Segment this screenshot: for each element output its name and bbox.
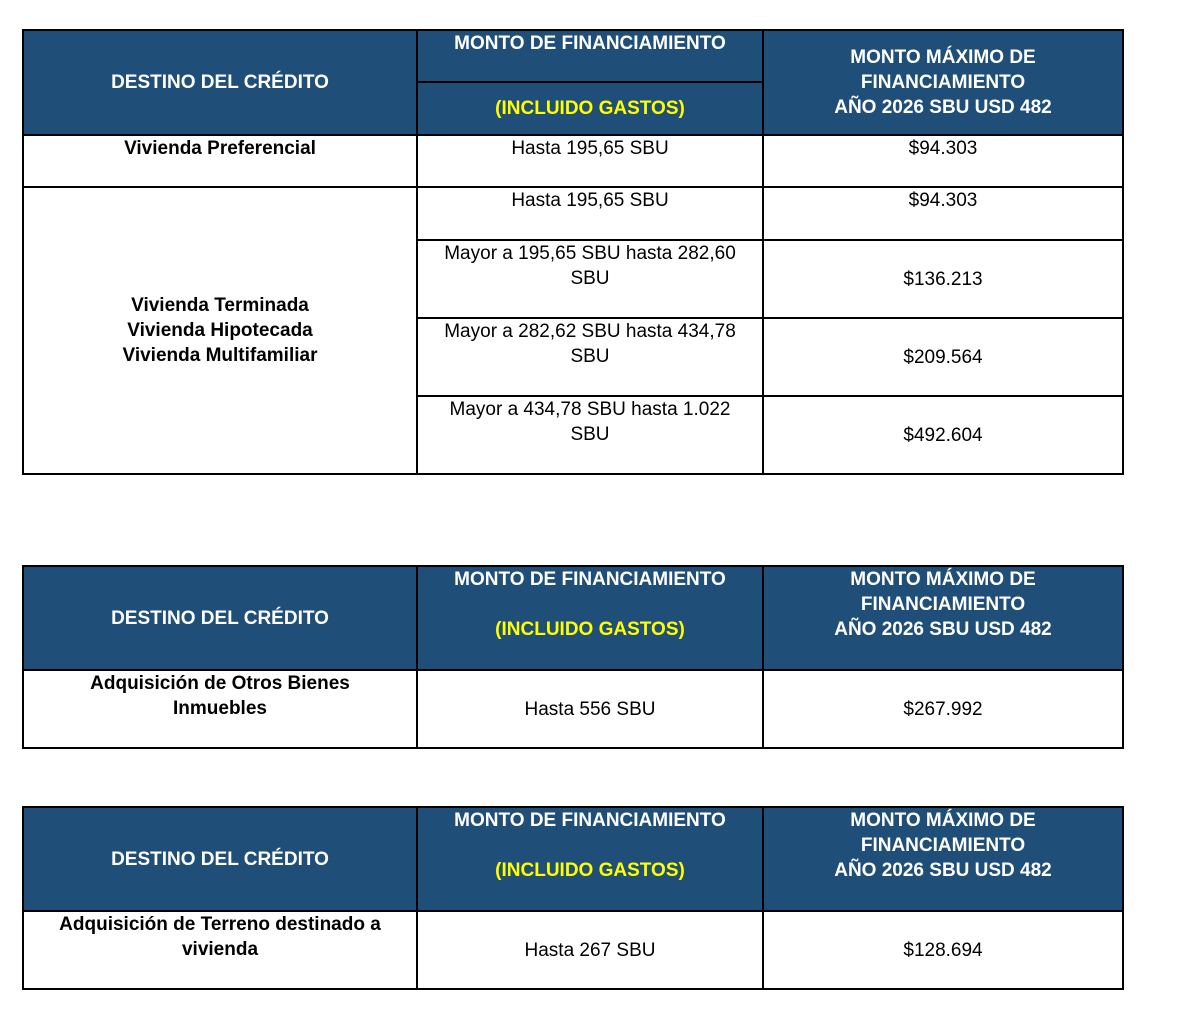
header-incluido-label: (INCLUIDO GASTOS): [495, 98, 685, 119]
header-maximo-line1: MONTO MÁXIMO DE: [850, 47, 1036, 68]
header-maximo-line2: FINANCIAMIENTO: [860, 594, 1026, 615]
destino-label-cont: vivienda: [181, 939, 259, 960]
maximo-cell: [763, 187, 1123, 240]
header-monto-label: MONTO DE FINANCIAMIENTO: [454, 810, 726, 831]
header-destino: [23, 566, 417, 670]
header-maximo-line3: AÑO 2026 SBU USD 482: [834, 97, 1052, 118]
destino-label: Adquisición de Terreno destinado a: [59, 914, 381, 935]
maximo-value: $492.604: [903, 424, 983, 446]
header-maximo-line2: FINANCIAMIENTO: [860, 72, 1026, 93]
destino-hipotecada: Vivienda Hipotecada: [127, 320, 313, 341]
monto-value: Hasta 267 SBU: [524, 939, 656, 961]
destino-cell: [23, 135, 417, 187]
monto-cell: [417, 187, 763, 240]
header-incluido: [417, 82, 763, 135]
maximo-cell: [763, 318, 1123, 396]
monto-cell: [417, 240, 763, 318]
header-maximo-line1: MONTO MÁXIMO DE: [850, 810, 1036, 831]
header-monto: [417, 30, 763, 82]
header-destino-label: DESTINO DEL CRÉDITO: [111, 72, 329, 93]
monto-value-cont: SBU: [570, 268, 610, 289]
monto-cell: [417, 135, 763, 187]
monto-value: Hasta 195,65 SBU: [511, 190, 669, 211]
header-maximo: [763, 30, 1123, 135]
monto-value: Hasta 195,65 SBU: [511, 138, 669, 159]
table-row: [23, 911, 1123, 989]
credit-table-vivienda: [22, 29, 1124, 475]
table-row: [23, 187, 1123, 240]
header-maximo-line3: AÑO 2026 SBU USD 482: [834, 619, 1052, 640]
destino-multifamiliar: Vivienda Multifamiliar: [122, 345, 318, 366]
header-maximo-line1: MONTO MÁXIMO DE: [850, 569, 1036, 590]
destino-label: Vivienda Preferencial: [124, 138, 316, 159]
credit-table-terreno: [22, 806, 1124, 990]
header-destino-label: DESTINO DEL CRÉDITO: [111, 848, 329, 870]
monto-value-cont: SBU: [570, 424, 610, 445]
destino-terminada: Vivienda Terminada: [131, 295, 309, 316]
credit-table-otros-bienes: [22, 565, 1124, 749]
monto-cell: [417, 911, 763, 989]
monto-value: Mayor a 195,65 SBU hasta 282,60: [444, 243, 736, 264]
destino-cell: [23, 911, 417, 989]
maximo-cell: [763, 240, 1123, 318]
maximo-value: $136.213: [903, 268, 983, 290]
maximo-cell: [763, 670, 1123, 748]
maximo-value: $94.303: [908, 138, 978, 159]
monto-cell: [417, 670, 763, 748]
maximo-value: $128.694: [903, 939, 983, 961]
maximo-cell: [763, 911, 1123, 989]
header-incluido-label: (INCLUIDO GASTOS): [495, 860, 685, 881]
header-maximo-line2: FINANCIAMIENTO: [860, 835, 1026, 856]
maximo-value: $94.303: [908, 190, 978, 211]
header-maximo: [763, 566, 1123, 670]
monto-value: Hasta 556 SBU: [524, 698, 656, 720]
header-destino-label: DESTINO DEL CRÉDITO: [111, 607, 329, 629]
destino-label-cont: Inmuebles: [173, 698, 267, 719]
header-maximo: [763, 807, 1123, 911]
header-monto-label: MONTO DE FINANCIAMIENTO: [454, 569, 726, 590]
maximo-cell: [763, 135, 1123, 187]
header-monto: [417, 566, 763, 670]
destino-label: Adquisición de Otros Bienes: [90, 673, 350, 694]
destino-cell: [23, 670, 417, 748]
maximo-value: $209.564: [903, 346, 983, 368]
monto-value: Mayor a 434,78 SBU hasta 1.022: [449, 399, 731, 420]
header-monto-label: MONTO DE FINANCIAMIENTO: [454, 33, 726, 54]
header-maximo-line3: AÑO 2026 SBU USD 482: [834, 860, 1052, 881]
header-destino: [23, 807, 417, 911]
monto-cell: [417, 318, 763, 396]
monto-cell: [417, 396, 763, 474]
monto-value-cont: SBU: [570, 346, 610, 367]
monto-value: Mayor a 282,62 SBU hasta 434,78: [444, 321, 736, 342]
destino-group-cell: [23, 187, 417, 474]
table-row: [23, 135, 1123, 187]
header-monto: [417, 807, 763, 911]
header-destino: [23, 30, 417, 135]
table-row: [23, 670, 1123, 748]
maximo-cell: [763, 396, 1123, 474]
header-incluido-label: (INCLUIDO GASTOS): [495, 619, 685, 640]
maximo-value: $267.992: [903, 698, 983, 720]
